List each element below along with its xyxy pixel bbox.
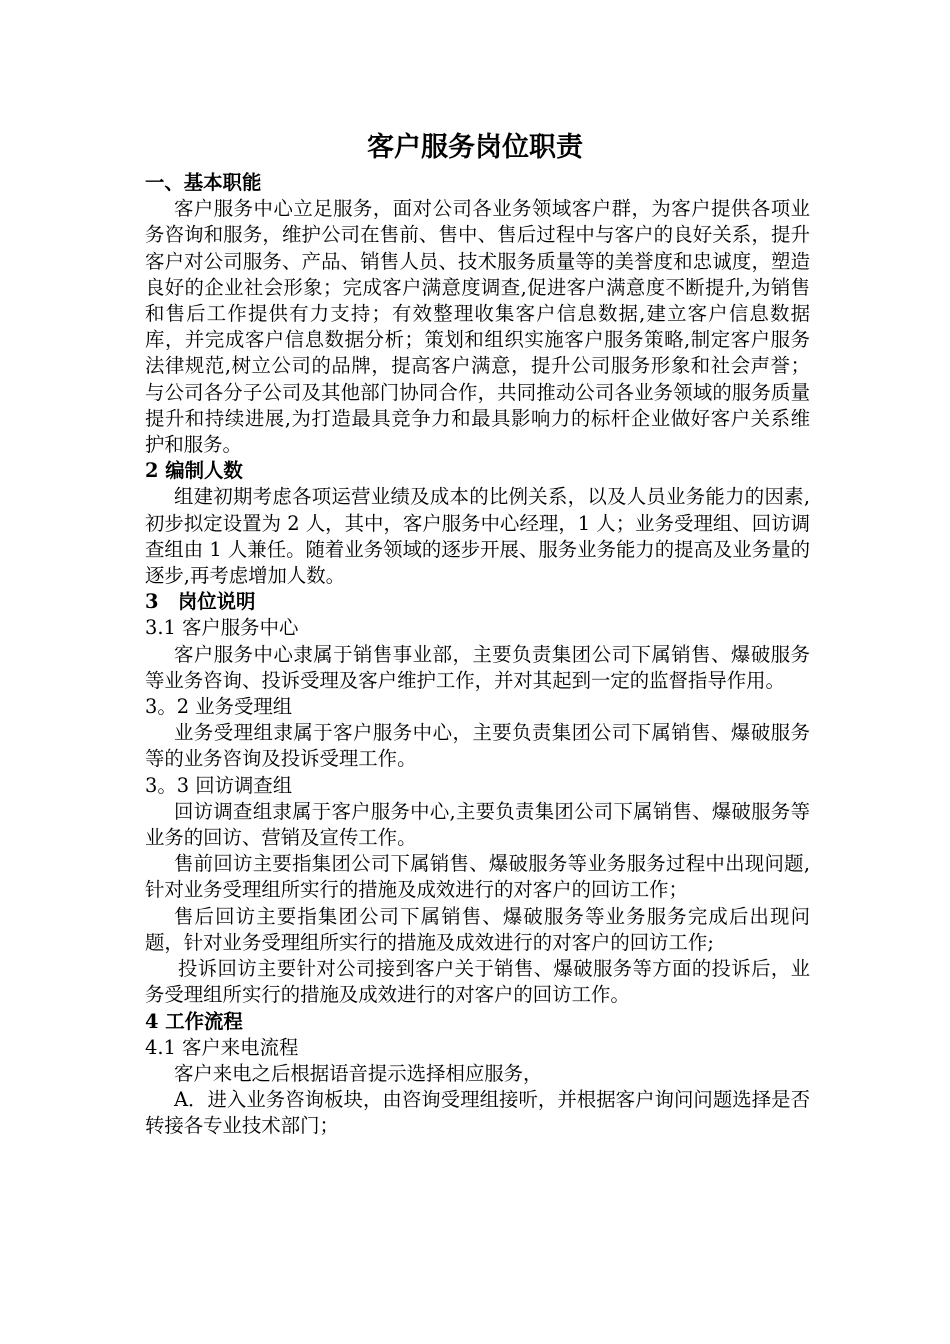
document-title: 客户服务岗位职责: [367, 132, 583, 163]
paragraph: 回访调查组隶属于客户服务中心,主要负责集团公司下属销售、爆破服务等业务的回访、营销及宣传工作。: [145, 799, 810, 850]
paragraph: A．进入业务咨询板块，由咨询受理组接听，并根据客户询问问题选择是否转接各专业技术部门；: [145, 1088, 810, 1138]
subsection-heading: 4.1 客户来电流程: [145, 1035, 299, 1059]
subsection-heading: 3.1 客户服务中心: [145, 616, 299, 640]
paragraph: 客户服务中心立足服务，面对公司各业务领域客户群，为客户提供各项业务咨询和服务，维护公司在售前、售中、售后过程中与客户的良好关系，提升客户对公司服务、产品、销售人员、技术服务质量等的美誉度和忠诚度，塑造良好的企业社会形象；完成客户满意度调查,促进客户满意度不断提升,为销售和售后工作提供有力支持；有效整理收集客户信息数据,建立客户信息数据库，并完成客户信息数据分析；策划和组织实施客户服务策略,制定客户服务法律规范,树立公司的品牌，提高客户满意，提升公司服务形象和社会声誉；与公司各分子公司及其他部门协同合作，共同推动公司各业务领域的服务质量提升和持续进展,为打造最具竞争力和最具影响力的标杆企业做好客户关系维护和服务。: [145, 197, 810, 457]
paragraph: 业务受理组隶属于客户服务中心，主要负责集团公司下属销售、爆破服务等的业务咨询及投诉受理工作。: [145, 721, 810, 771]
subsection-heading: 3。2 业务受理组: [145, 695, 293, 719]
paragraph: 投诉回访主要针对公司接到客户关于销售、爆破服务等方面的投诉后，业务受理组所实行的措施及成效进行的对客户的回访工作。: [145, 957, 810, 1007]
document-body: [145, 170, 810, 1140]
paragraph: 售后回访主要指集团公司下属销售、爆破服务等业务服务完成后出现问题，针对业务受理组所实行的措施及成效进行的对客户的回访工作;: [145, 904, 810, 954]
paragraph: 组建初期考虑各项运营业绩及成本的比例关系，以及人员业务能力的因素,初步拟定设置为 2 人，其中，客户服务中心经理，1 人；业务受理组、回访调查组由 1 人兼任。随着业务领域的逐步开展、服务业务能力的提高及业务量的逐步,再考虑增加人数。: [145, 485, 810, 588]
subsection-heading: 3。3 回访调查组: [145, 773, 293, 797]
paragraph: 客户来电之后根据语音提示选择相应服务，: [174, 1061, 543, 1085]
paragraph: 售前回访主要指集团公司下属销售、爆破服务等业务服务过程中出现问题,针对业务受理组所实行的措施及成效进行的对客户的回访工作；: [145, 852, 810, 902]
section-heading: 4 工作流程: [145, 1009, 243, 1033]
section-heading: 3 岗位说明: [145, 590, 256, 614]
section-heading: 一、基本职能: [145, 171, 262, 194]
paragraph: 客户服务中心隶属于销售事业部，主要负责集团公司下属销售、爆破服务等业务咨询、投诉受理及客户维护工作，并对其起到一定的监督指导作用。: [145, 642, 810, 692]
section-heading: 2 编制人数: [145, 459, 243, 483]
